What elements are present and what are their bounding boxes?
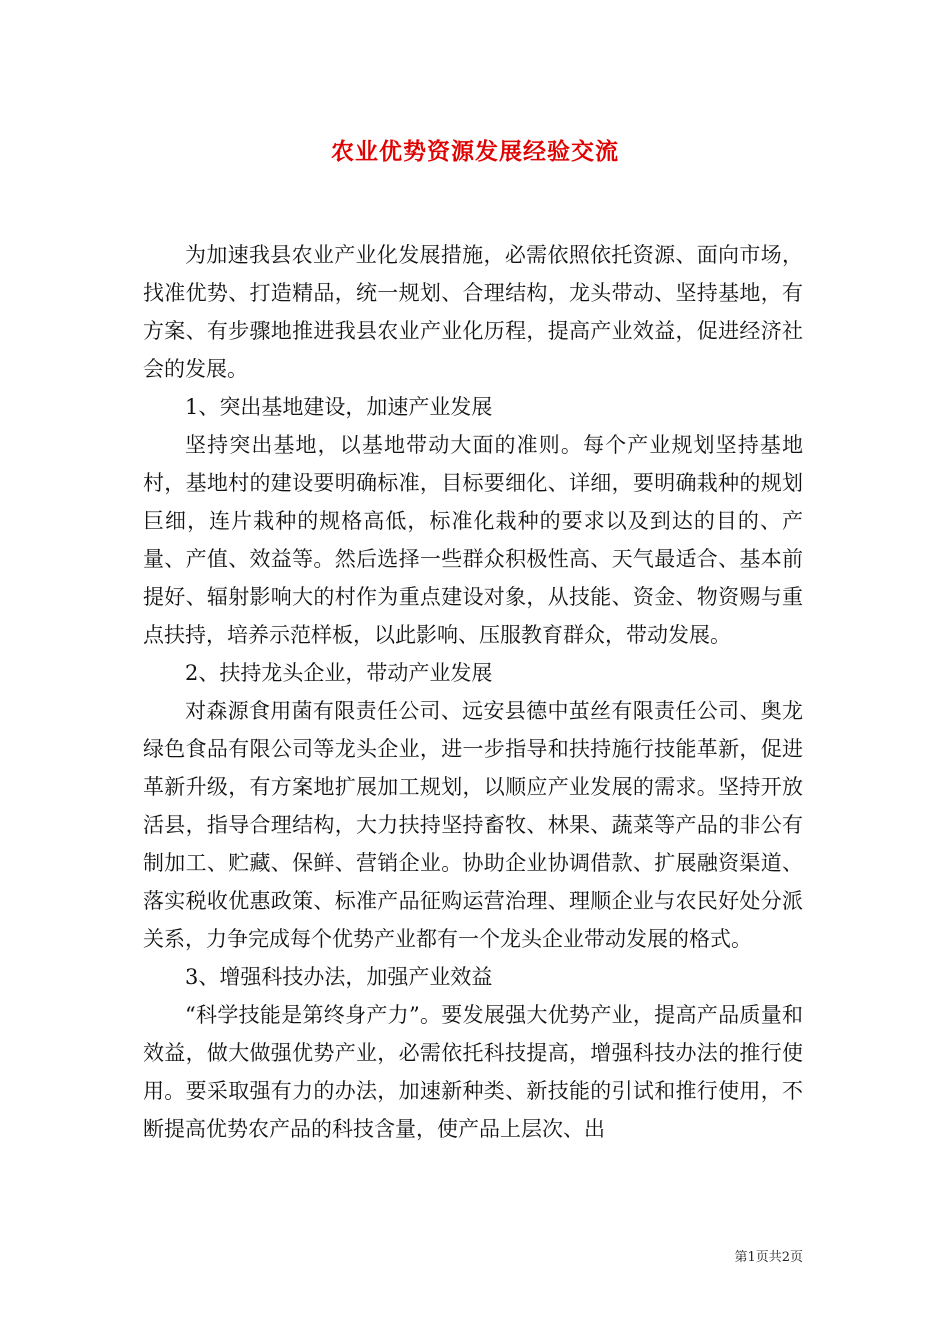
page-number: 第1页共2页 bbox=[734, 1250, 803, 1265]
document-body bbox=[143, 236, 803, 1148]
paragraph-section-1: 坚持突出基地，以基地带动大面的准则。每个产业规划坚持基地村，基地村的建设要明确标准，目标要细化、详细，要明确栽种的规划巨细，连片栽种的规格高低，标准化栽种的要求以及到达的目的、产量、产值、效益等。然后选择一些群众积极性高、天气最适合、基本前提好、辐射影响大的村作为重点建设对象，从技能、资金、物资赐与重点扶持，培养示范样板，以此影响、压服教育群众，带动发展。 bbox=[143, 433, 803, 647]
paragraph-intro: 为加速我县农业产业化发展措施，必需依照依托资源、面向市场，找准优势、打造精品，统一规划、合理结构，龙头带动、坚持基地，有方案、有步骤地推进我县农业产业化历程，提高产业效益，促进经济社会的发展。 bbox=[143, 243, 803, 381]
section-heading-3: 3、增强科技办法，加强产业效益 bbox=[185, 965, 493, 989]
section-heading-2: 2、扶持龙头企业，带动产业发展 bbox=[185, 661, 493, 685]
paragraph-section-3: “科学技能是第终身产力”。要发展强大优势产业，提高产品质量和效益，做大做强优势产业，必需依托科技提高，增强科技办法的推行使用。要采取强有力的办法，加速新种类、新技能的引试和推行使用，不断提高优势农产品的科技含量，使产品上层次、出 bbox=[143, 1003, 803, 1141]
document-title: 农业优势资源发展经验交流 bbox=[331, 138, 619, 165]
section-heading-1: 1、突出基地建设，加速产业发展 bbox=[185, 395, 493, 419]
paragraph-section-2: 对森源食用菌有限责任公司、远安县德中茧丝有限责任公司、奥龙绿色食品有限公司等龙头企业，进一步指导和扶持施行技能革新，促进革新升级，有方案地扩展加工规划，以顺应产业发展的需求。坚持开放活县，指导合理结构，大力扶持坚持畜牧、林果、蔬菜等产品的非公有制加工、贮藏、保鲜、营销企业。协助企业协调借款、扩展融资渠道、落实税收优惠政策、标准产品征购运营治理、理顺企业与农民好处分派关系，力争完成每个优势产业都有一个龙头企业带动发展的格式。 bbox=[143, 699, 803, 951]
